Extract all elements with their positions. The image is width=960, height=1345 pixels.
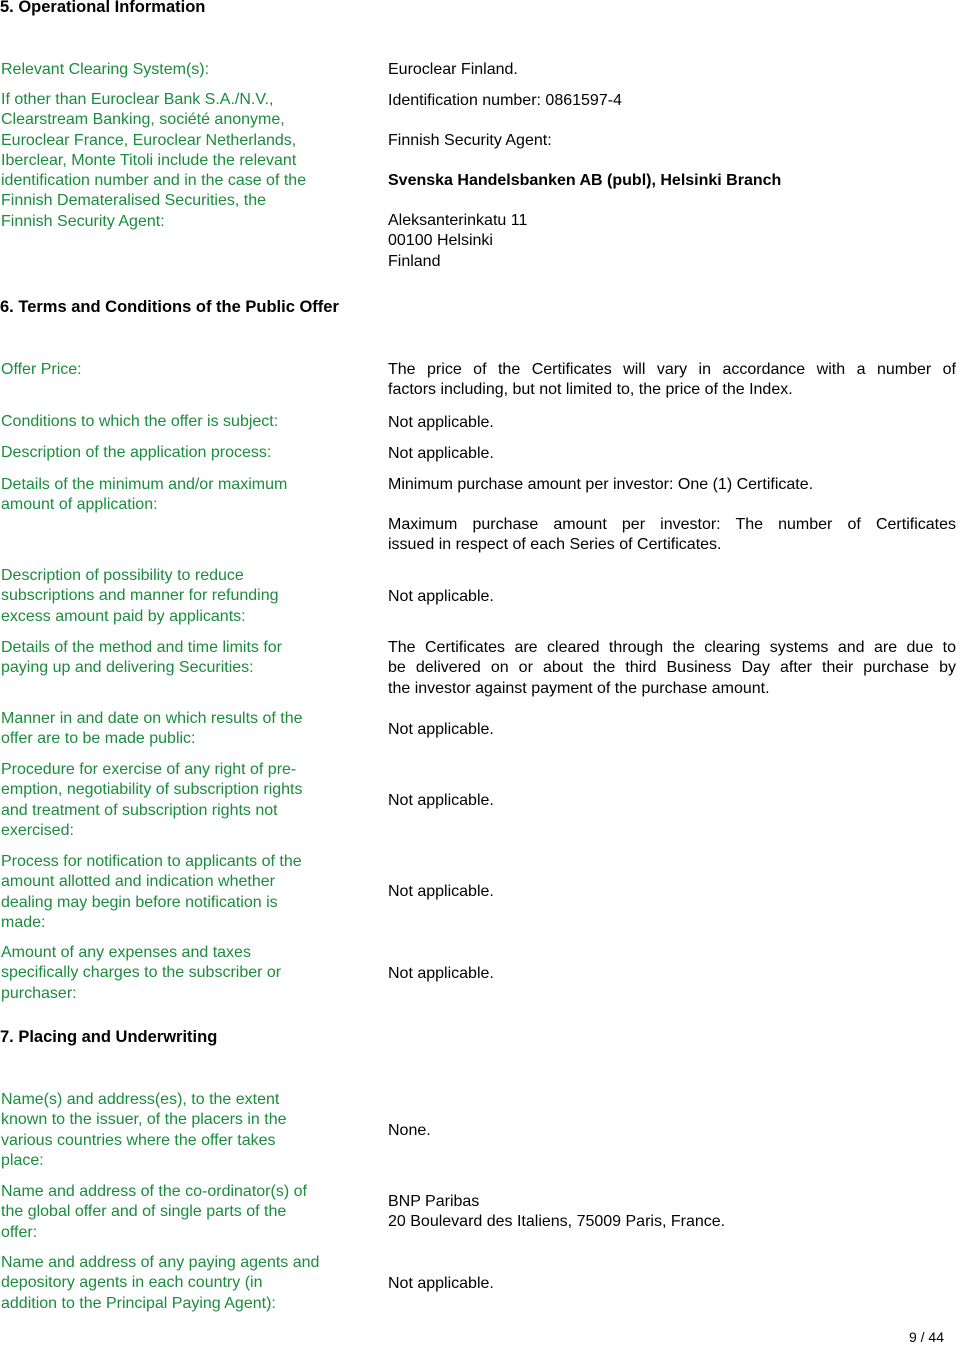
payment-delivery-value — [388, 638, 956, 699]
value-line: The price of the Certificates will vary in accordance with a number of — [388, 361, 956, 378]
expenses-taxes-label — [1, 943, 281, 1004]
value-line: be delivered on or about the third Business Day after their purchase by — [388, 659, 956, 677]
value-line: The Certificates are cleared through the clearing systems and are due to — [388, 639, 956, 656]
maximum-purchase-value — [388, 515, 956, 556]
label-line: made: — [1, 913, 46, 931]
coordinator-value — [388, 1192, 725, 1233]
value-line: Not applicable. — [388, 414, 494, 431]
label-line: amount of application: — [1, 496, 158, 514]
application-process-label — [1, 443, 271, 463]
agent-address — [388, 211, 527, 272]
label-line: Name and address of the co-ordinator(s) of — [1, 1183, 307, 1200]
allotment-notification-value — [388, 882, 494, 902]
expenses-taxes-value — [388, 964, 494, 984]
label-line: specifically charges to the subscriber or — [1, 964, 282, 982]
placers-value — [388, 1121, 431, 1141]
clearing-system-value: Euroclear Finland. — [388, 61, 518, 78]
label-line: offer are to be made public: — [1, 730, 196, 748]
label-line: offer: — [1, 1223, 38, 1241]
label-line: various countries where the offer takes — [1, 1131, 276, 1149]
label-line: paying up and delivering Securities: — [1, 659, 254, 677]
pre-emption-value — [388, 791, 494, 811]
label-line: Description of possibility to reduce — [1, 567, 244, 584]
value-line: Not applicable. — [388, 721, 494, 738]
label-line: Procedure for exercise of any right of pre- — [1, 761, 297, 778]
offer-conditions-label — [1, 412, 278, 432]
value-line: factors including, but not limited to, the price of the Index. — [388, 381, 793, 399]
value-line: Not applicable. — [388, 445, 494, 462]
pre-emption-label — [1, 760, 303, 841]
payment-delivery-label — [1, 638, 282, 679]
value-line: Not applicable. — [388, 588, 494, 605]
label-line: place: — [1, 1151, 44, 1169]
label-line: excess amount paid by applicants: — [1, 607, 246, 625]
label-line: Manner in and date on which results of the — [1, 710, 303, 727]
offer-price-value — [388, 360, 956, 401]
results-publication-value — [388, 720, 494, 740]
label-line: the global offer and of single parts of the — [1, 1203, 287, 1221]
label-line: known to the issuer, of the placers in the — [1, 1111, 287, 1129]
label-line: Finnish Demateralised Securities, the — [1, 192, 267, 210]
label-line: and treatment of subscription rights not — [1, 801, 278, 819]
label-line: subscriptions and manner for refunding — [1, 587, 279, 605]
results-publication-label — [1, 709, 303, 750]
label-line: identification number and in the case of the — [1, 172, 307, 190]
value-line: Not applicable. — [388, 1275, 494, 1292]
value-line: None. — [388, 1122, 431, 1139]
coordinator-label — [1, 1182, 307, 1243]
value-line: Not applicable. — [388, 792, 494, 809]
offer-price-label — [1, 360, 82, 380]
address-line: 00100 Helsinki — [388, 232, 493, 250]
label-line: dealing may begin before notification is — [1, 893, 278, 911]
placers-label — [1, 1090, 287, 1171]
value-line: Not applicable. — [388, 965, 494, 982]
label-line: depository agents in each country (in — [1, 1274, 263, 1292]
value-line: issued in respect of each Series of Certificates. — [388, 536, 722, 554]
label-line: exercised: — [1, 821, 74, 839]
paying-agents-value — [388, 1274, 494, 1294]
label-line: Description of the application process: — [1, 444, 272, 461]
value-line: BNP Paribas — [388, 1193, 480, 1210]
address-line: Aleksanterinkatu 11 — [388, 212, 528, 229]
label-line: Process for notification to applicants of the — [1, 853, 302, 870]
label-line: Name(s) and address(es), to the extent — [1, 1091, 280, 1108]
label-line: Conditions to which the offer is subject: — [1, 413, 279, 430]
finnish-security-agent-name: Svenska Handelsbanken AB (publ), Helsinki Branch — [388, 172, 782, 189]
value-line: Not applicable. — [388, 883, 494, 900]
label-line: Iberclear, Monte Titoli include the relevant — [1, 151, 297, 169]
value-line: Minimum purchase amount per investor: One (1) Certificate. — [388, 476, 814, 493]
label-line: Offer Price: — [1, 361, 82, 378]
label-line: Clearstream Banking, société anonyme, — [1, 111, 285, 129]
paying-agents-label — [1, 1253, 319, 1314]
label-line: Details of the method and time limits for — [1, 639, 283, 656]
address-line: Finland — [388, 252, 441, 270]
application-amount-label — [1, 475, 287, 516]
label-line: Euroclear France, Euroclear Netherlands, — [1, 131, 297, 149]
label-line: emption, negotiability of subscription rights — [1, 781, 303, 799]
value-line: Maximum purchase amount per investor: The number of Certificates — [388, 516, 956, 533]
label-line: Amount of any expenses and taxes — [1, 944, 251, 961]
clearing-system-label: Relevant Clearing System(s): — [1, 61, 210, 78]
reduce-subscriptions-label — [1, 566, 279, 627]
label-line: If other than Euroclear Bank S.A./N.V., — [1, 91, 274, 108]
label-line: Name and address of any paying agents and — [1, 1254, 320, 1271]
section-6-heading: 6. Terms and Conditions of the Public Offer — [0, 298, 339, 316]
page-number: 9 / 44 — [908, 1329, 944, 1345]
value-line: 20 Boulevard des Italiens, 75009 Paris, France. — [388, 1213, 726, 1231]
other-clearing-label — [1, 90, 371, 232]
label-line: Finnish Security Agent: — [1, 212, 165, 230]
offer-conditions-value — [388, 413, 494, 433]
label-line: amount allotted and indication whether — [1, 873, 275, 891]
label-line: purchaser: — [1, 984, 77, 1002]
label-line: Details of the minimum and/or maximum — [1, 476, 288, 493]
label-line: addition to the Principal Paying Agent): — [1, 1294, 276, 1312]
section-5-heading: 5. Operational Information — [0, 0, 206, 16]
application-process-value — [388, 444, 494, 464]
value-line: the investor against payment of the purchase amount. — [388, 679, 770, 697]
minimum-purchase-value — [388, 475, 813, 495]
reduce-subscriptions-value — [388, 587, 494, 607]
section-7-heading: 7. Placing and Underwriting — [0, 1028, 218, 1046]
identification-number: Identification number: 0861597-4 — [388, 92, 622, 109]
finnish-security-agent-label: Finnish Security Agent: — [388, 132, 552, 149]
allotment-notification-label — [1, 852, 302, 933]
